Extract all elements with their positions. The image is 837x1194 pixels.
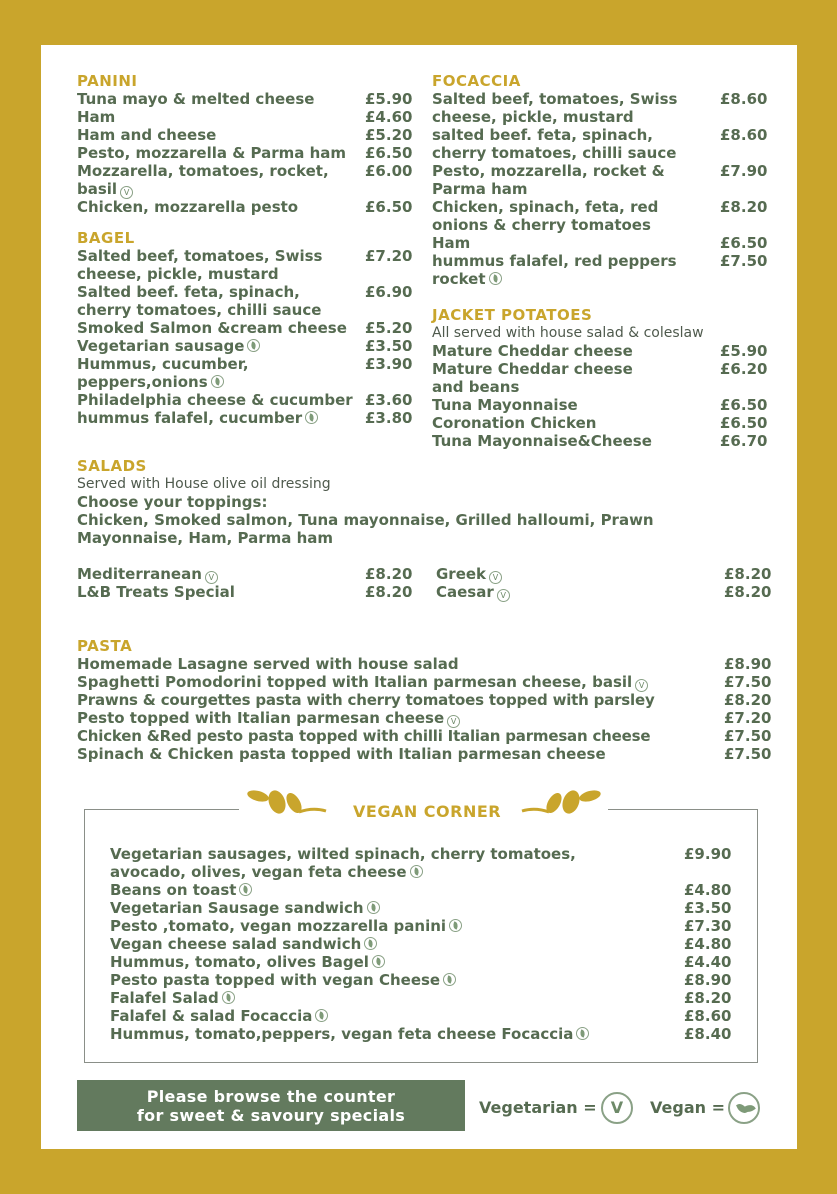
leaf-ornament-left-icon <box>241 787 331 821</box>
vegan-item: Vegetarian Sausage sandwich £3.50 <box>110 899 732 917</box>
menu-item: Vegetarian sausage £3.50 <box>77 337 413 355</box>
vegetarian-icon: V <box>447 715 460 728</box>
menu-item-continued: cheese, pickle, mustard <box>77 265 279 283</box>
menu-item: Tuna Mayonnaise&Cheese £6.70 <box>432 432 768 450</box>
vegan-item: Pesto pasta topped with vegan Cheese £8.90 <box>110 971 732 989</box>
menu-item: Prawns & courgettes pasta with cherry tomatoes topped with parsley £8.20 <box>77 691 772 709</box>
vegan-icon <box>315 1009 328 1022</box>
vegan-item: Falafel Salad £8.20 <box>110 989 732 1007</box>
vegan-item: Vegan cheese salad sandwich £4.80 <box>110 935 732 953</box>
vegan-item: Beans on toast £4.80 <box>110 881 732 899</box>
bagel-heading: BAGEL <box>77 229 135 247</box>
menu-item: Caesar V £8.20 <box>436 583 772 601</box>
vegan-icon <box>211 375 224 388</box>
salads-toppings-list: Chicken, Smoked salmon, Tuna mayonnaise, Grilled halloumi, Prawn <box>77 511 654 529</box>
menu-item: Pesto, mozzarella, rocket & £7.90 <box>432 162 768 180</box>
menu-item: Salted beef. feta, spinach, £6.90 <box>77 283 413 301</box>
menu-item: hummus falafel, cucumber £3.80 <box>77 409 413 427</box>
menu-item: Tuna Mayonnaise £6.50 <box>432 396 768 414</box>
menu-item-continued: onions & cherry tomatoes <box>432 216 651 234</box>
menu-item: Mozzarella, tomatoes, rocket, £6.00 <box>77 162 413 180</box>
menu-item: Homemade Lasagne served with house salad £8.90 <box>77 655 772 673</box>
vegan-legend-label: Vegan = <box>650 1098 725 1117</box>
salads-note: Served with House olive oil dressing <box>77 476 331 492</box>
jacket-potatoes-note: All served with house salad & coleslaw <box>432 325 704 341</box>
menu-item-continued: cheese, pickle, mustard <box>432 108 634 126</box>
menu-item: Chicken, spinach, feta, red £8.20 <box>432 198 768 216</box>
vegan-corner-heading: VEGAN CORNER <box>353 802 502 821</box>
menu-item: Salted beef, tomatoes, Swiss £7.20 <box>77 247 413 265</box>
salads-heading: SALADS <box>77 457 147 475</box>
menu-item-continued: Parma ham <box>432 180 528 198</box>
vegan-item-continued: avocado, olives, vegan feta cheese <box>110 863 510 881</box>
vegan-legend-icon <box>728 1092 760 1124</box>
menu-item: salted beef. feta, spinach, £8.60 <box>432 126 768 144</box>
vegan-icon <box>489 272 502 285</box>
menu-item: Coronation Chicken £6.50 <box>432 414 768 432</box>
vegetarian-legend-label: Vegetarian = <box>479 1098 597 1117</box>
vegetarian-legend-icon: V <box>601 1092 633 1124</box>
vegetarian-icon: V <box>489 571 502 584</box>
menu-item: Salted beef, tomatoes, Swiss £8.60 <box>432 90 768 108</box>
menu-item: L&B Treats Special £8.20 <box>77 583 413 601</box>
vegan-icon <box>410 865 423 878</box>
vegan-icon <box>305 411 318 424</box>
leaf-ornament-right-icon <box>517 787 607 821</box>
vegan-icon <box>247 339 260 352</box>
menu-item-continued: rocket <box>432 270 632 288</box>
menu-item: Spinach & Chicken pasta topped with Italian parmesan cheese £7.50 <box>77 745 772 763</box>
vegetarian-icon: V <box>120 186 133 199</box>
salads-toppings-heading: Choose your toppings: <box>77 493 268 511</box>
menu-item: Ham £4.60 <box>77 108 413 126</box>
menu-item-continued: cherry tomatoes, chilli sauce <box>432 144 677 162</box>
vegan-icon <box>222 991 235 1004</box>
menu-item: Pesto, mozzarella & Parma ham £6.50 <box>77 144 413 162</box>
vegan-item: Pesto ,tomato, vegan mozzarella panini £7.30 <box>110 917 732 935</box>
vegan-item: Vegetarian sausages, wilted spinach, cherry tomatoes, £9.90 <box>110 845 732 863</box>
vegan-item: Falafel & salad Focaccia £8.60 <box>110 1007 732 1025</box>
pasta-heading: PASTA <box>77 637 133 655</box>
vegetarian-icon: V <box>205 571 218 584</box>
menu-item: Mature Cheddar cheese £5.90 <box>432 342 768 360</box>
vegan-icon <box>449 919 462 932</box>
vegan-icon <box>364 937 377 950</box>
vegan-icon <box>576 1027 589 1040</box>
vegan-icon <box>239 883 252 896</box>
vegetarian-icon: V <box>497 589 510 602</box>
vegan-icon <box>443 973 456 986</box>
menu-item: Spaghetti Pomodorini topped with Italian parmesan cheese, basil V £7.50 <box>77 673 772 691</box>
vegan-icon <box>367 901 380 914</box>
vegan-icon <box>372 955 385 968</box>
menu-item: Ham and cheese £5.20 <box>77 126 413 144</box>
menu-item-continued: peppers,onions <box>77 373 317 391</box>
vegan-item: Hummus, tomato, olives Bagel £4.40 <box>110 953 732 971</box>
menu-item-continued: basil V <box>77 180 317 198</box>
jacket-potatoes-heading: JACKET POTATOES <box>432 306 593 324</box>
salads-toppings-list-continued: Mayonnaise, Ham, Parma ham <box>77 529 334 547</box>
menu-item: Greek V £8.20 <box>436 565 772 583</box>
menu-sheet <box>41 45 797 1149</box>
menu-item: Hummus, cucumber, £3.90 <box>77 355 413 373</box>
menu-item: Tuna mayo & melted cheese £5.90 <box>77 90 413 108</box>
vegan-item: Hummus, tomato,peppers, vegan feta cheese Focaccia £8.40 <box>110 1025 732 1043</box>
menu-item: Chicken &Red pesto pasta topped with chilli Italian parmesan cheese £7.50 <box>77 727 772 745</box>
banner-line: Please browse the counter <box>146 1087 396 1106</box>
menu-item: Pesto topped with Italian parmesan cheese V £7.20 <box>77 709 772 727</box>
specials-banner <box>77 1080 465 1131</box>
menu-item-continued: cherry tomatoes, chilli sauce <box>77 301 322 319</box>
menu-item-continued: and beans <box>432 378 520 396</box>
menu-item: Chicken, mozzarella pesto £6.50 <box>77 198 413 216</box>
vegetarian-icon: V <box>635 679 648 692</box>
menu-item: Ham £6.50 <box>432 234 768 252</box>
banner-line: for sweet & savoury specials <box>136 1106 406 1125</box>
menu-item: Mediterranean V £8.20 <box>77 565 413 583</box>
menu-item: Mature Cheddar cheese £6.20 <box>432 360 768 378</box>
panini-heading: PANINI <box>77 72 138 90</box>
menu-item: hummus falafel, red peppers £7.50 <box>432 252 768 270</box>
menu-item: Philadelphia cheese & cucumber £3.60 <box>77 391 413 409</box>
menu-item: Smoked Salmon &cream cheese £5.20 <box>77 319 413 337</box>
focaccia-heading: FOCACCIA <box>432 72 521 90</box>
